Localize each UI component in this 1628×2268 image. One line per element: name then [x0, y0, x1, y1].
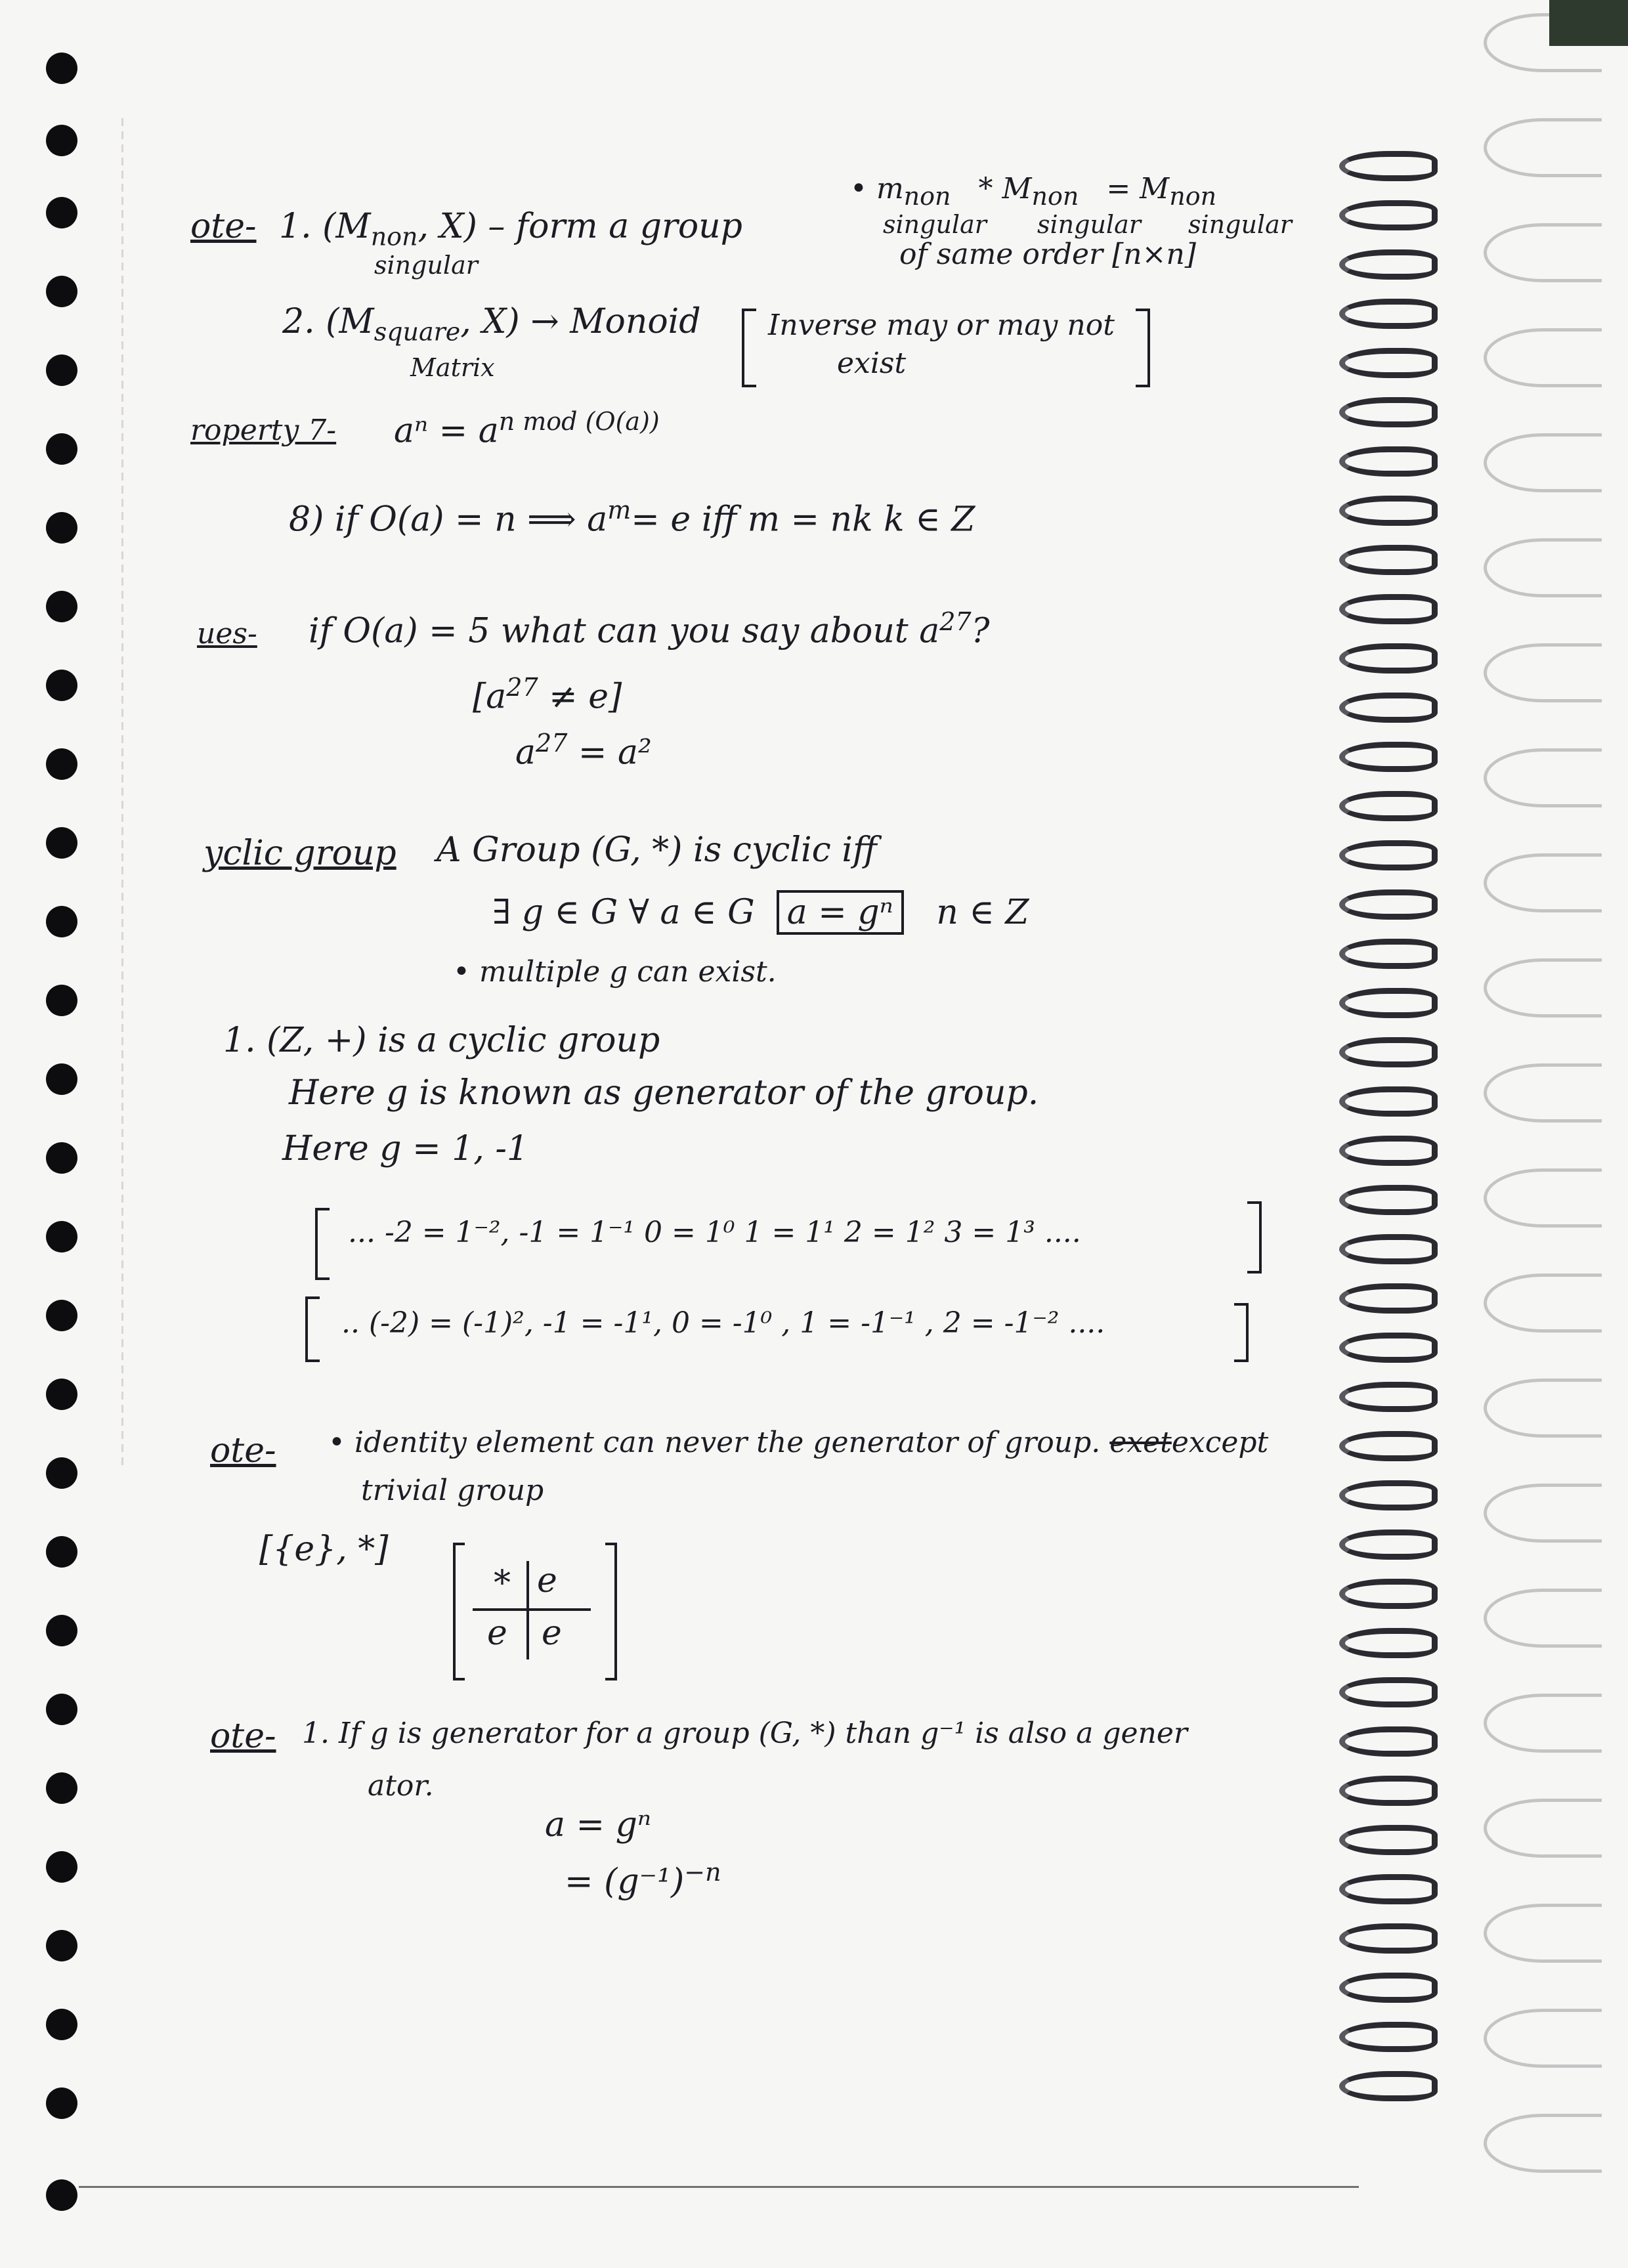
property8-rest: = e iff m = nk k ∈ Z: [631, 500, 975, 540]
back-page-coil: [1484, 1273, 1602, 1333]
spiral-coil: [1339, 939, 1438, 969]
spiral-coil: [1339, 742, 1438, 772]
note1-item1-text: 1. (M: [279, 207, 371, 246]
back-page-coil: [1484, 118, 1602, 177]
property8-sup: m: [607, 496, 632, 524]
binder-hole: [46, 354, 77, 386]
note3-label: ote-: [210, 1717, 276, 1756]
ques-text: [309, 607, 990, 651]
spiral-coil: [1339, 496, 1438, 526]
binder-hole: [46, 1536, 77, 1568]
back-page-coil: [1484, 1168, 1602, 1228]
binder-hole: [46, 748, 77, 780]
note3-l2: ator.: [368, 1769, 434, 1803]
row1-bracket-left: [315, 1208, 330, 1280]
back-page-coil: [1484, 223, 1602, 282]
spiral-coil: [1339, 1431, 1438, 1461]
ques-text-sup: 27: [939, 607, 972, 636]
note1-item2-sub: square: [374, 317, 461, 347]
table-bracket-right: [605, 1543, 617, 1680]
back-page-coil: [1484, 538, 1602, 597]
back-page-coil: [1484, 748, 1602, 807]
cyclic-def: A Group (G, *) is cyclic iff: [437, 830, 877, 870]
desk-corner: [1549, 0, 1628, 46]
back-page-coil: [1484, 433, 1602, 492]
back-page-coil: [1484, 2009, 1602, 2068]
spiral-coil: [1339, 1086, 1438, 1117]
cyclic-def2-quant: ∃ g ∈ G ∀ a ∈ G: [492, 893, 755, 932]
binder-holes: [46, 39, 85, 2258]
spiral-coil: [1339, 1480, 1438, 1510]
spiral-coil: [1339, 1136, 1438, 1166]
cyclic-ex1-l3: Here g = 1, -1: [282, 1129, 528, 1168]
cyclic-bullet: • multiple g can exist.: [453, 955, 777, 989]
binder-hole: [46, 197, 77, 228]
cayley-table: [453, 1543, 617, 1680]
spiral-coil: [1339, 1185, 1438, 1215]
spiral-coil: [1339, 1825, 1438, 1855]
spiral-coil: [1339, 840, 1438, 870]
note1-item2-text: 2. (M: [282, 302, 374, 341]
spiral-coil: [1339, 1677, 1438, 1707]
back-page-coil: [1484, 1484, 1602, 1543]
inverse-note-line1: Inverse may or may not: [768, 309, 1115, 342]
cyclic-label: yclic group: [204, 834, 396, 873]
ques-ans1: [473, 673, 622, 716]
spiral-coil: [1339, 545, 1438, 575]
binder-hole: [46, 2009, 77, 2040]
spiral-coil: [1339, 1382, 1438, 1412]
property-formula: [394, 407, 660, 450]
spiral-coil: [1339, 1283, 1438, 1314]
cyclic-def2: [492, 893, 1029, 932]
note1-side-top: [850, 172, 1216, 211]
binder-hole: [46, 1221, 77, 1252]
binder-hole: [46, 1063, 77, 1095]
ques-ans2-sup: 27: [536, 729, 568, 758]
note3-eq2-sup: −n: [684, 1858, 721, 1887]
note3-eq2-base: = (g⁻¹): [565, 1862, 685, 1902]
property-label: roperty 7-: [190, 414, 337, 447]
binder-hole: [46, 985, 77, 1016]
ques-label: ues-: [197, 617, 257, 651]
note1-item2-rest: , X) → Monoid: [460, 302, 701, 341]
side-row2-a: singular: [883, 210, 987, 239]
binder-hole: [46, 1615, 77, 1646]
note1-label: ote-: [190, 207, 257, 246]
spiral-coil: [1339, 1923, 1438, 1954]
spiral-coil: [1339, 1973, 1438, 2003]
side-row2-b: singular: [1037, 210, 1141, 239]
ques-ans1-rest: ≠ e]: [538, 677, 622, 717]
spiral-coil: [1339, 299, 1438, 329]
ques-ans2-base: a: [515, 733, 536, 773]
back-page-coil: [1484, 1063, 1602, 1123]
spiral-coil: [1339, 397, 1438, 427]
spiral-coil: [1339, 2071, 1438, 2101]
table-bracket-left: [453, 1543, 465, 1680]
ques-text-end: ?: [971, 611, 990, 651]
spiral-coil: [1339, 1530, 1438, 1560]
spiral-coil: [1339, 200, 1438, 230]
spiral-coil: [1339, 1333, 1438, 1363]
property8: [289, 496, 975, 539]
note2-l2: trivial group: [361, 1474, 544, 1507]
back-page-coil: [1484, 1379, 1602, 1438]
note2-set: [{e}, *]: [259, 1530, 389, 1569]
spiral-coil: [1339, 2022, 1438, 2052]
binder-hole: [46, 1142, 77, 1174]
binder-hole: [46, 1851, 77, 1883]
table-hline: [473, 1608, 591, 1611]
note1-item1-under: singular: [374, 251, 478, 280]
back-page-coil: [1484, 1799, 1602, 1858]
row2-bracket-right: [1234, 1303, 1249, 1362]
back-page-coil: [1484, 853, 1602, 912]
spiral-coil: [1339, 988, 1438, 1018]
back-page-coil: [1484, 1694, 1602, 1753]
binder-hole: [46, 670, 77, 701]
back-page-coil: [1484, 328, 1602, 387]
back-page-coil: [1484, 1904, 1602, 1963]
side-row2-c: singular: [1188, 210, 1292, 239]
back-page-coil: [1484, 958, 1602, 1017]
ques-ans1-base: [a: [473, 677, 507, 717]
spiral-coil: [1339, 1037, 1438, 1067]
back-page-coils: [1484, 13, 1628, 2258]
inverse-bracket-left: [742, 309, 756, 387]
bottom-rule: [79, 2186, 1359, 2188]
side-row3: of same order [n×n]: [899, 238, 1196, 271]
spiral-coil: [1339, 446, 1438, 477]
ques-text-main: if O(a) = 5 what can you say about a: [309, 611, 940, 651]
note1-item1: [279, 207, 742, 251]
property8-text: 8) if O(a) = n ⟹ a: [289, 500, 608, 540]
ques-ans2-rest: = a²: [567, 733, 652, 773]
side-mult-sub: non: [1031, 181, 1079, 211]
note2-l1-strike: exet: [1109, 1426, 1172, 1459]
back-page-coil: [1484, 2114, 1602, 2173]
spiral-coil: [1339, 1628, 1438, 1658]
spiral-coil: [1339, 594, 1438, 624]
ques-ans2: [515, 729, 652, 772]
inverse-note-line2: exist: [837, 347, 907, 380]
property-formula-base: aⁿ = a: [394, 411, 499, 451]
side-mult: * M: [978, 172, 1032, 205]
cyclic-def2-box: a = gⁿ: [777, 890, 904, 935]
property-formula-sup: n mod (O(a)): [498, 407, 660, 436]
cyclic-ex1-l2: Here g is known as generator of the group.: [289, 1073, 1039, 1113]
binder-hole: [46, 276, 77, 307]
cyclic-ex1: 1. (Z, +) is a cyclic group: [223, 1021, 660, 1060]
back-page-coil: [1484, 1589, 1602, 1648]
spiral-coil: [1339, 889, 1438, 920]
table-row-e: e: [487, 1614, 507, 1653]
spiral-coil: [1339, 693, 1438, 723]
spiral-coil: [1339, 249, 1438, 280]
powers-row1: ... -2 = 1⁻², -1 = 1⁻¹ 0 = 1⁰ 1 = 1¹ 2 = 1² 3 = 1³ ....: [348, 1216, 1081, 1249]
note1-item2-under: Matrix: [410, 353, 495, 382]
row1-bracket-right: [1247, 1201, 1262, 1273]
cyclic-def2-n: n ∈ Z: [936, 893, 1029, 932]
side-top-m: • m: [850, 172, 904, 205]
binder-hole: [46, 591, 77, 622]
spiral-coil: [1339, 1726, 1438, 1757]
binder-hole: [46, 1379, 77, 1410]
note2-label: ote-: [210, 1431, 276, 1470]
binder-hole: [46, 1457, 77, 1489]
note1-item1-sub: non: [370, 222, 418, 251]
spiral-coil: [1339, 1776, 1438, 1806]
note1-item1-rest: , X) – form a group: [418, 207, 742, 246]
spiral-coil: [1339, 643, 1438, 674]
side-eq: = M: [1106, 172, 1170, 205]
binder-hole: [46, 1930, 77, 1961]
ques-ans1-sup: 27: [506, 673, 538, 702]
binder-hole: [46, 53, 77, 84]
spiral-coil: [1339, 1579, 1438, 1609]
note2-l1-text: • identity element can never the generator of group.: [328, 1426, 1101, 1459]
row2-bracket-left: [305, 1296, 320, 1362]
note3-l1: 1. If g is generator for a group (G, *) than g⁻¹ is also a gener: [302, 1717, 1188, 1750]
binder-hole: [46, 433, 77, 465]
binder-hole: [46, 2087, 77, 2119]
spiral-binding: [1339, 151, 1470, 2160]
table-header-e: e: [537, 1561, 557, 1600]
note2-l1: [328, 1426, 1268, 1459]
note3-eq2: [565, 1858, 721, 1901]
binder-hole: [46, 125, 77, 156]
margin-line: [121, 118, 123, 1470]
spiral-coil: [1339, 348, 1438, 378]
table-op: *: [494, 1564, 511, 1603]
note1-item2: [282, 302, 701, 346]
powers-row2: .. (-2) = (-1)², -1 = -1¹, 0 = -1⁰ , 1 = -1⁻¹ , 2 = -1⁻² ....: [341, 1306, 1105, 1340]
binder-hole: [46, 512, 77, 544]
note3-eq1: a = gⁿ: [545, 1805, 651, 1845]
spiral-coil: [1339, 1874, 1438, 1904]
binder-hole: [46, 1772, 77, 1804]
binder-hole: [46, 1300, 77, 1331]
side-eq-sub: non: [1169, 181, 1217, 211]
spiral-coil: [1339, 791, 1438, 821]
binder-hole: [46, 1694, 77, 1725]
spiral-coil: [1339, 151, 1438, 181]
spiral-coil: [1339, 1234, 1438, 1264]
note2-l1-except: except: [1171, 1426, 1269, 1459]
inverse-bracket-right: [1136, 309, 1150, 387]
binder-hole: [46, 906, 77, 937]
back-page-coil: [1484, 643, 1602, 702]
binder-hole: [46, 2179, 77, 2211]
side-top-sub: non: [903, 181, 951, 211]
table-value-e: e: [542, 1614, 562, 1653]
binder-hole: [46, 827, 77, 859]
